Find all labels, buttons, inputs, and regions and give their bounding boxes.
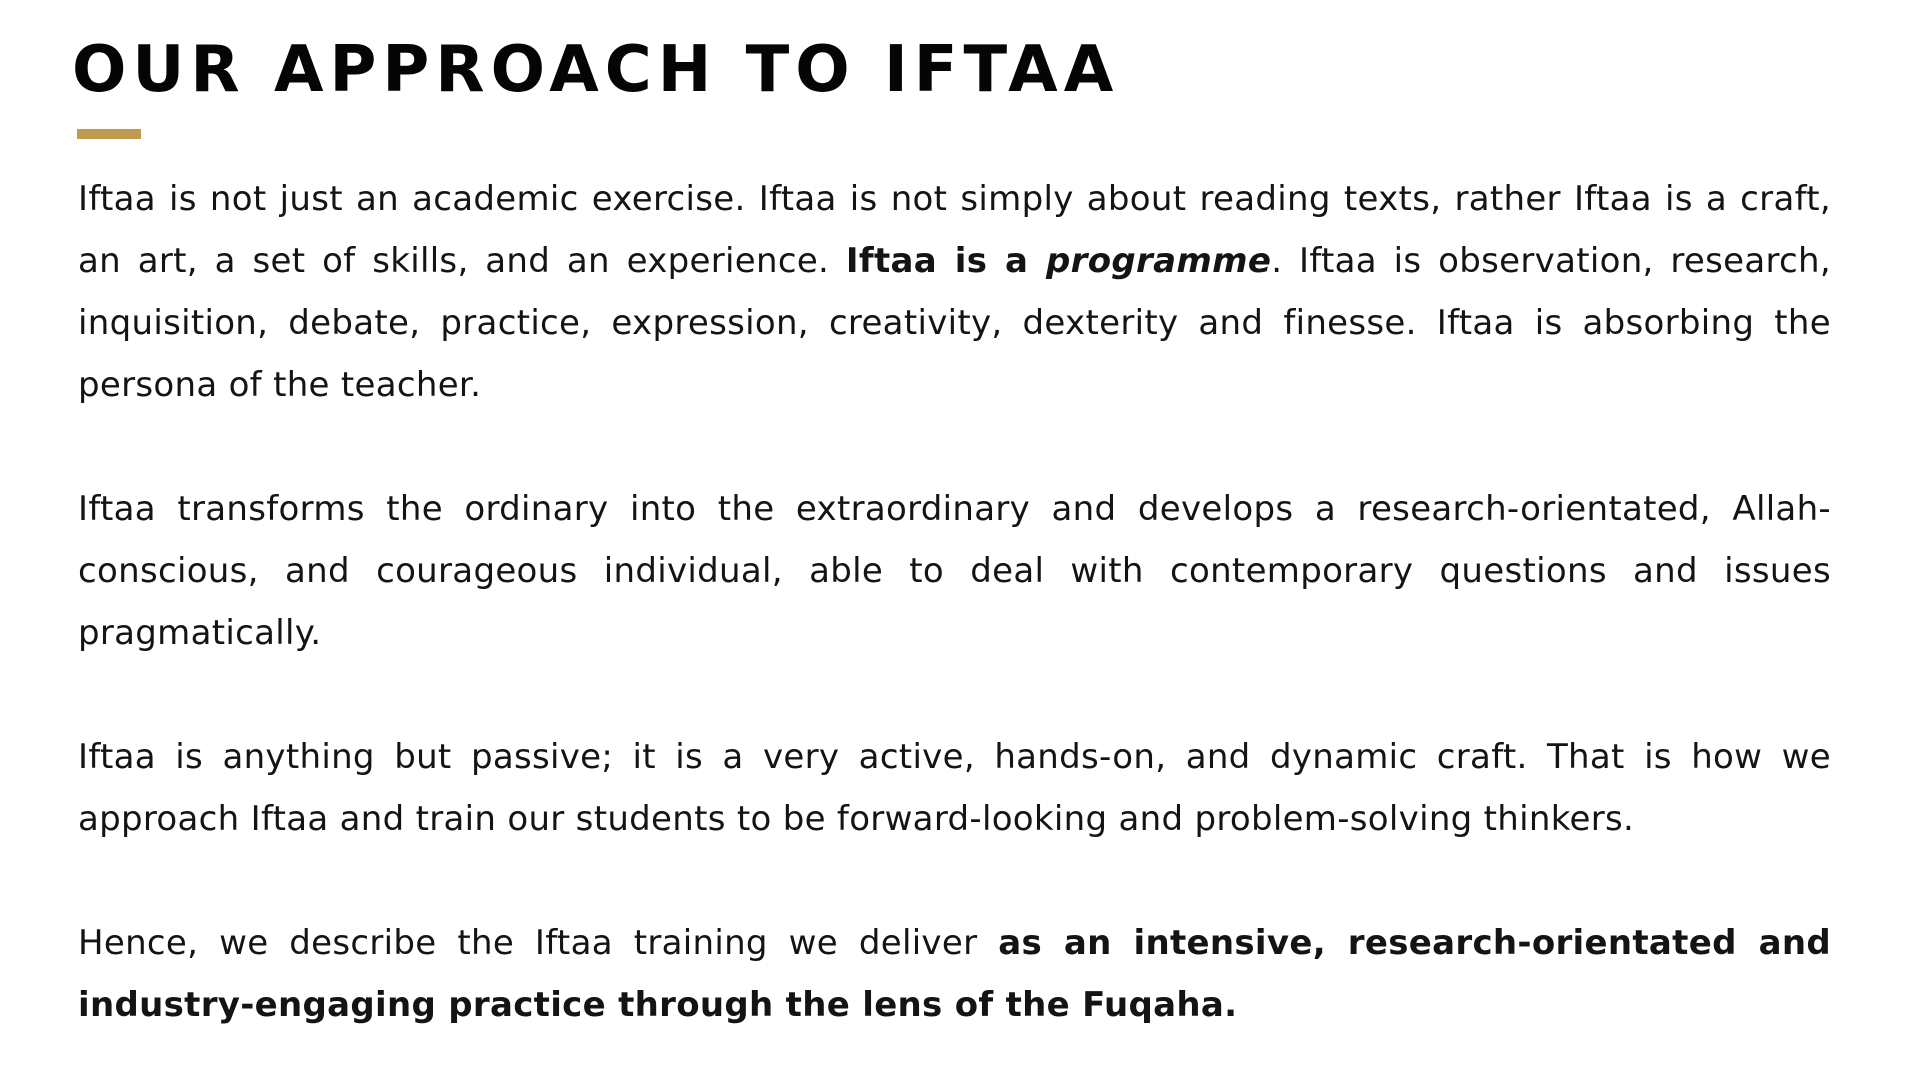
emphasis-bold-italic: programme (1046, 241, 1272, 281)
paragraph-definition (78, 168, 1831, 416)
page-title: OUR APPROACH TO IFTAA (72, 33, 1120, 107)
body-text (78, 168, 1831, 1036)
emphasis-bold: as an intensive, research-orientated and industry-engaging practice through the lens of the Fuqaha. (78, 923, 1831, 1025)
paragraph-text: Hence, we describe the Iftaa training we deliver (78, 923, 999, 963)
paragraph-text: . Iftaa is observation, research, inquisition, debate, practice, expression, creativity, dexterity and finesse. Iftaa is absorbing the persona of the teacher. (78, 241, 1831, 405)
paragraph-text: Iftaa is not just an academic exercise. Iftaa is not simply about reading texts, rather Iftaa is a craft, an art, a set of skills, and an experience. (78, 179, 1831, 281)
paragraph-text: Iftaa transforms the ordinary into the extraordinary and develops a research-orientated, Allah-conscious, and courageous individual, able to deal with contemporary questions and issues pragmatically. (78, 489, 1831, 653)
paragraph-text: Iftaa is anything but passive; it is a very active, hands-on, and dynamic craft. That is how we approach Iftaa and train our students to be forward-looking and problem-solving thinkers. (78, 737, 1831, 839)
title-accent-bar (77, 129, 141, 139)
paragraph-active-craft (78, 726, 1831, 850)
emphasis-bold: Iftaa is a (845, 241, 1047, 281)
paragraph-transformation (78, 478, 1831, 664)
paragraph-conclusion (78, 912, 1831, 1036)
